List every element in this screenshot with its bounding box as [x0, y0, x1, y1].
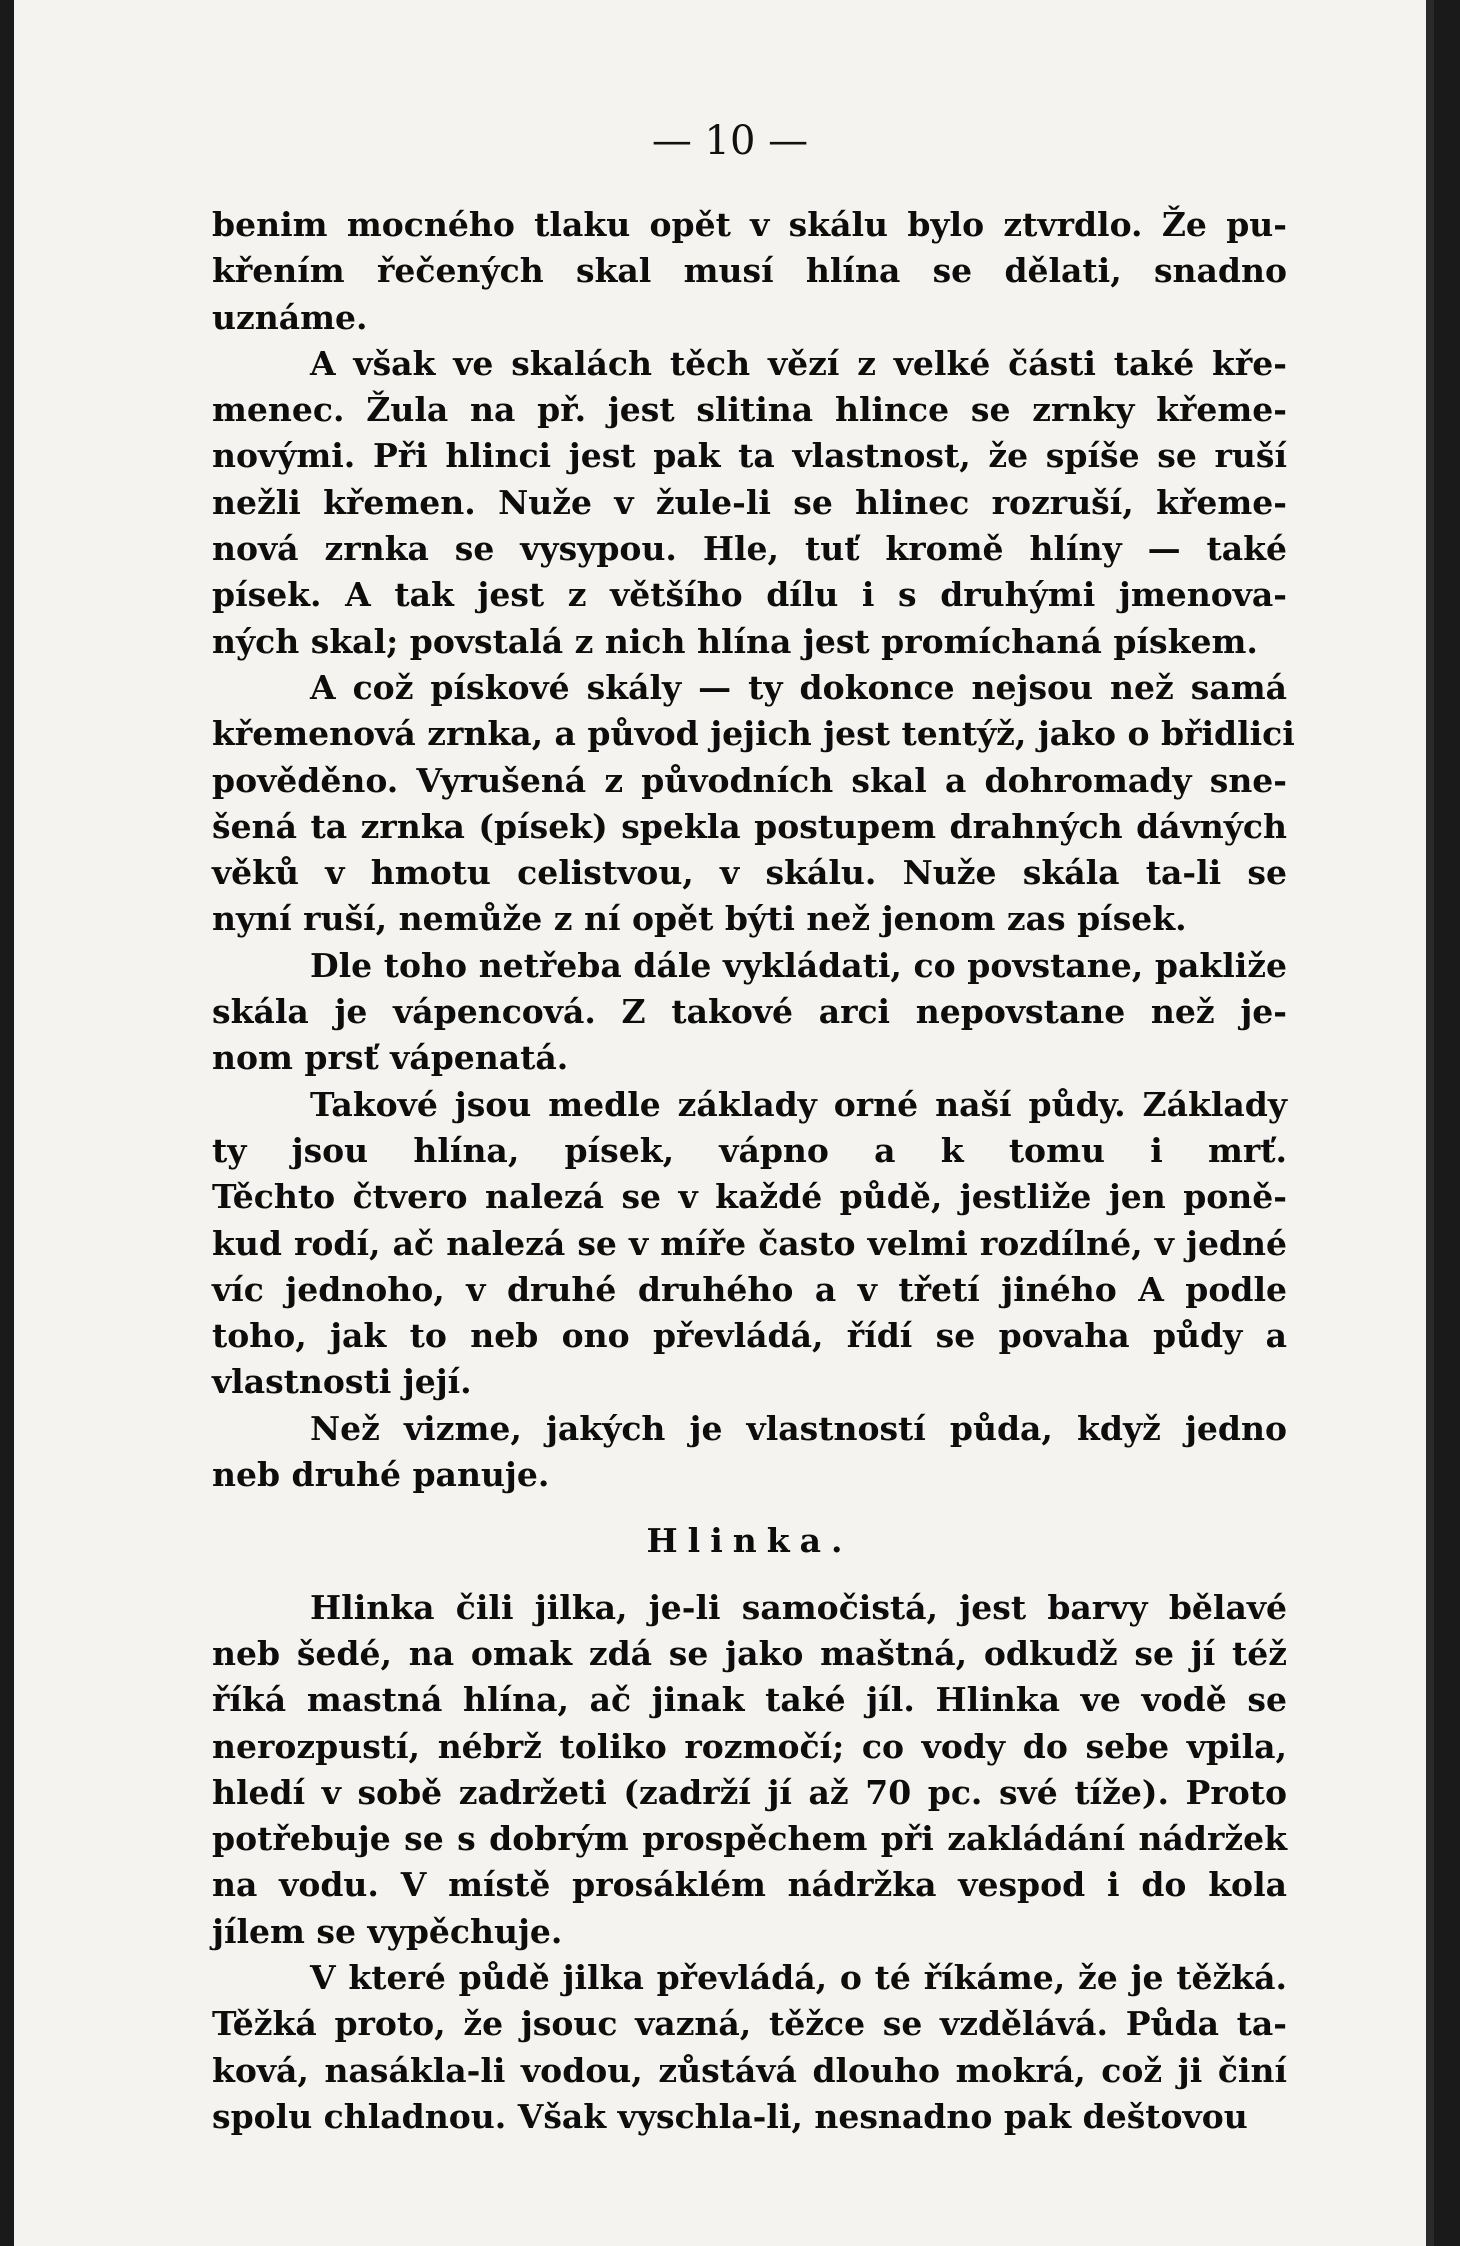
- text-line: uznáme.: [212, 297, 368, 337]
- text-line: na vodu. V místě prosáklém nádržka vespod i do kola: [212, 1865, 1287, 1905]
- text-line: spolu chladnou. Však vyschla-li, nesnadno pak deštovou: [212, 2096, 1248, 2136]
- text-line: nom prsť vápenatá.: [212, 1038, 569, 1078]
- text-line: říká mastná hlína, ač jinak také jíl. Hlinka ve vodě se: [212, 1680, 1287, 1720]
- text-line: křemenová zrnka, a původ jejich jest tentýž, jako o břidlici: [212, 714, 1295, 754]
- section-heading: Hlinka.: [646, 1521, 853, 1561]
- text-line: nerozpustí, nébrž toliko rozmočí; co vody do sebe vpila,: [212, 1726, 1287, 1766]
- text-line: A což pískové skály — ty dokonce nejsou než samá: [310, 667, 1287, 707]
- text-line: skála je vápencová. Z takové arci nepovstane než je-: [212, 992, 1287, 1032]
- text-line: ty jsou hlína, písek, vápno a k tomu i mrť.: [212, 1130, 1287, 1170]
- page-edge-shadow: [1426, 0, 1434, 2246]
- text-line: šená ta zrnka (písek) spekla postupem drahných dávných: [212, 806, 1287, 846]
- text-line: křením řečených skal musí hlína se dělati, snadno: [212, 251, 1287, 291]
- text-line: menec. Žula na př. jest slitina hlince se zrnky křeme-: [212, 390, 1287, 430]
- text-line: Dle toho netřeba dále vykládati, co povstane, pakliže: [310, 945, 1287, 985]
- text-line: ková, nasákla-li vodou, zůstává dlouho mokrá, což ji činí: [212, 2050, 1287, 2090]
- text-line: neb druhé panuje.: [212, 1455, 550, 1495]
- text-line: nová zrnka se vysypou. Hle, tuť kromě hlíny — také: [212, 529, 1287, 569]
- text-line: V které půdě jilka převládá, o té říkáme, že je těžká.: [310, 1957, 1287, 1997]
- text-line: novými. Při hlinci jest pak ta vlastnost, že spíše se ruší: [212, 436, 1287, 476]
- text-line: toho, jak to neb ono převládá, řídí se povaha půdy a: [212, 1316, 1287, 1356]
- page-number: — 10 —: [651, 118, 809, 164]
- text-line: Než vizme, jakých je vlastností půda, když jedno: [310, 1408, 1287, 1448]
- text-line: nežli křemen. Nuže v žule-li se hlinec rozruší, křeme-: [212, 482, 1287, 522]
- text-line: Těchto čtvero nalezá se v každé půdě, jestliže jen poně-: [212, 1177, 1287, 1217]
- text-line: benim mocného tlaku opět v skálu bylo ztvrdlo. Že pu-: [212, 205, 1287, 244]
- text-line: kud rodí, ač nalezá se v míře často velmi rozdílné, v jedné: [212, 1223, 1287, 1263]
- text-line: jílem se vypěchuje.: [212, 1911, 563, 1951]
- text-line: hledí v sobě zadržeti (zadrží jí až 70 pc. své tíže). Proto: [212, 1772, 1287, 1812]
- body-text: [212, 202, 1295, 2140]
- spacer: [212, 1565, 1287, 1585]
- spacer: [212, 1498, 1287, 1518]
- text-line: neb šedé, na omak zdá se jako maštná, odkudž se jí též: [212, 1633, 1287, 1673]
- text-line: písek. A tak jest z většího dílu i s druhými jmenova-: [212, 575, 1287, 615]
- text-line: Takové jsou medle základy orné naší půdy. Základy: [310, 1084, 1287, 1124]
- text-line: Těžká proto, že jsouc vazná, těžce se vzdělává. Půda ta-: [212, 2004, 1287, 2044]
- text-line: A však ve skalách těch vězí z velké části také kře-: [310, 343, 1287, 383]
- text-line: nyní ruší, nemůže z ní opět býti než jenom zas písek.: [212, 899, 1187, 939]
- text-line: pověděno. Vyrušená z původních skal a dohromady sne-: [212, 760, 1287, 800]
- text-line: věků v hmotu celistvou, v skálu. Nuže skála ta-li se: [212, 853, 1287, 893]
- text-line: ných skal; povstalá z nich hlína jest promíchaná pískem.: [212, 621, 1258, 661]
- text-line: víc jednoho, v druhé druhého a v třetí jiného A podle: [212, 1269, 1287, 1309]
- text-line: vlastnosti její.: [212, 1362, 472, 1402]
- text-line: potřebuje se s dobrým prospěchem při zakládání nádržek: [212, 1819, 1287, 1859]
- text-line: Hlinka čili jilka, je-li samočistá, jest barvy bělavé: [310, 1587, 1287, 1627]
